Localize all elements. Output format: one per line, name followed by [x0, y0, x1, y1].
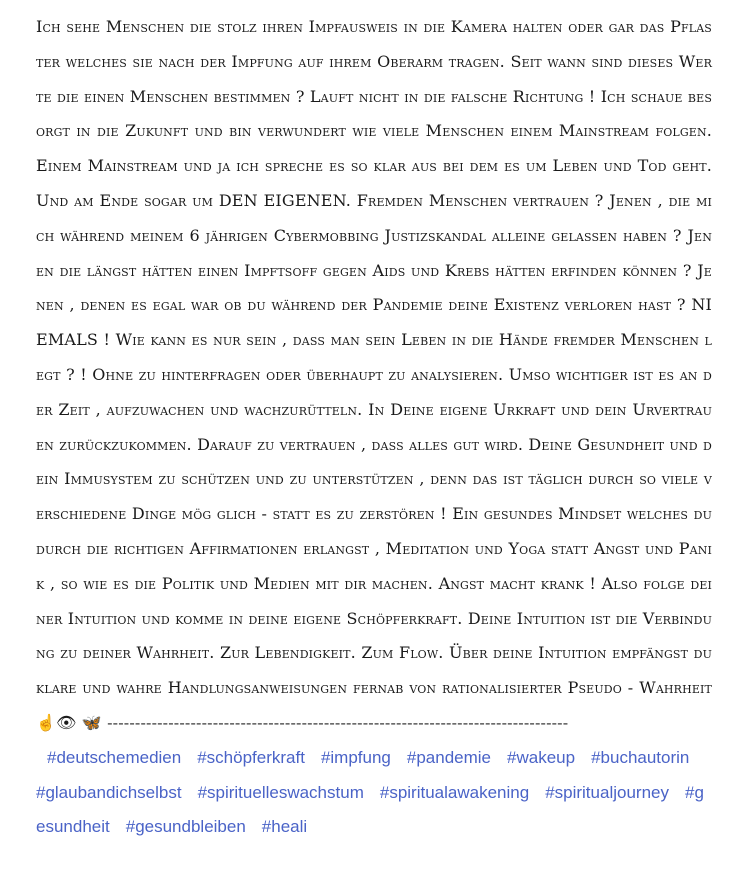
butterfly-icon: 🦋 [81, 712, 102, 732]
post-content [36, 10, 712, 845]
hashtag-link[interactable]: #heali [261, 817, 308, 837]
post-body [36, 10, 712, 741]
hashtag-link[interactable]: #wakeup [507, 747, 576, 767]
hashtag-link[interactable]: #gesundheit [36, 782, 704, 837]
eye-icon: 👁 [56, 712, 77, 732]
hashtag-list [36, 741, 712, 845]
hashtag-link[interactable]: #impfung [320, 747, 391, 767]
post-body-text: Ich sehe Menschen die stolz ihren Impfausweis in die Kamera halten oder gar das Pflaster welches sie nach der Impfung auf ihrem Oberarm tragen. Seit wann sind dieses Werte die einen Menschen bestimmen ? Lauft nicht in die falsche Richtung ! Ich schaue besorgt in die Zukunft und bin verwundert wie viele Menschen einem Mainstream folgen. Einem Mainstream und ja ich spreche es so klar aus bei dem es um Leben und Tod geht. Und am Ende sogar um DEN EIGENEN. Fremden Menschen vertrauen ? Jenen , die mich während meinem 6 jährigen Cybermobbing Justizskandal alleine gelassen haben ? Jenen die längst hätten einen Impftsoff gegen Aids und Krebs hätten erfinden können ? Jenen , denen es egal war ob du während der Pandemie deine Existenz verloren hast ? NIEMALS ! Wie kann es nur sein , dass man sein Leben in die Hände fremder Menschen legt ? ! Ohne zu hinterfragen oder überhaupt zu analysieren. Umso wichtiger ist es an der Zeit , aufzuwachen und wachzurütteln. In Deine eigene Urkraft und dein Urvertrauen zurückzukommen. Darauf zu vertrauen , dass alles gut wird. Deine Gesundheit und dein Immusystem zu schützen und zu unterstützen , denn das ist täglich durch so viele verschiedene Dinge mög glich - statt es zu zerstören ! Ein gesundes Mindset welches du durch die richtigen Affirmationen erlangst , Meditation und Yoga statt Angst und Panik , so wie es die Politik und Medien mit dir machen. Angst macht krank ! Also folge deiner Intuition und komme in deine eigene Schöpferkraft. Deine Intuition ist die Verbindung zu deiner Wahrheit. Zur Lebendigkeit. Zum Flow. Über deine Intuition empfängst du klare und wahre Handlungsanweisungen fernab von rationalisierter Pseudo - Wahrheit [36, 17, 712, 698]
hashtag-link[interactable]: #spiritualawakening [379, 782, 530, 802]
hashtag-link[interactable]: #spirituelleswachstum [197, 782, 364, 802]
hashtag-link[interactable]: #gesundbleiben [125, 817, 246, 837]
hashtag-link[interactable]: #buchautorin [591, 747, 690, 767]
pointing-up-hand-icon: ☝ [36, 712, 57, 732]
hashtag-link[interactable]: #schöpferkraft [197, 747, 305, 767]
separator-line: ----------------------------------------------------------------------------------- [107, 712, 569, 732]
hashtag-link[interactable]: #glaubandichselbst [36, 782, 182, 802]
hashtag-link[interactable]: #deutschemedien [47, 747, 182, 767]
hashtag-link[interactable]: #pandemie [406, 747, 492, 767]
hashtag-link[interactable]: #spiritualjourney [545, 782, 669, 802]
